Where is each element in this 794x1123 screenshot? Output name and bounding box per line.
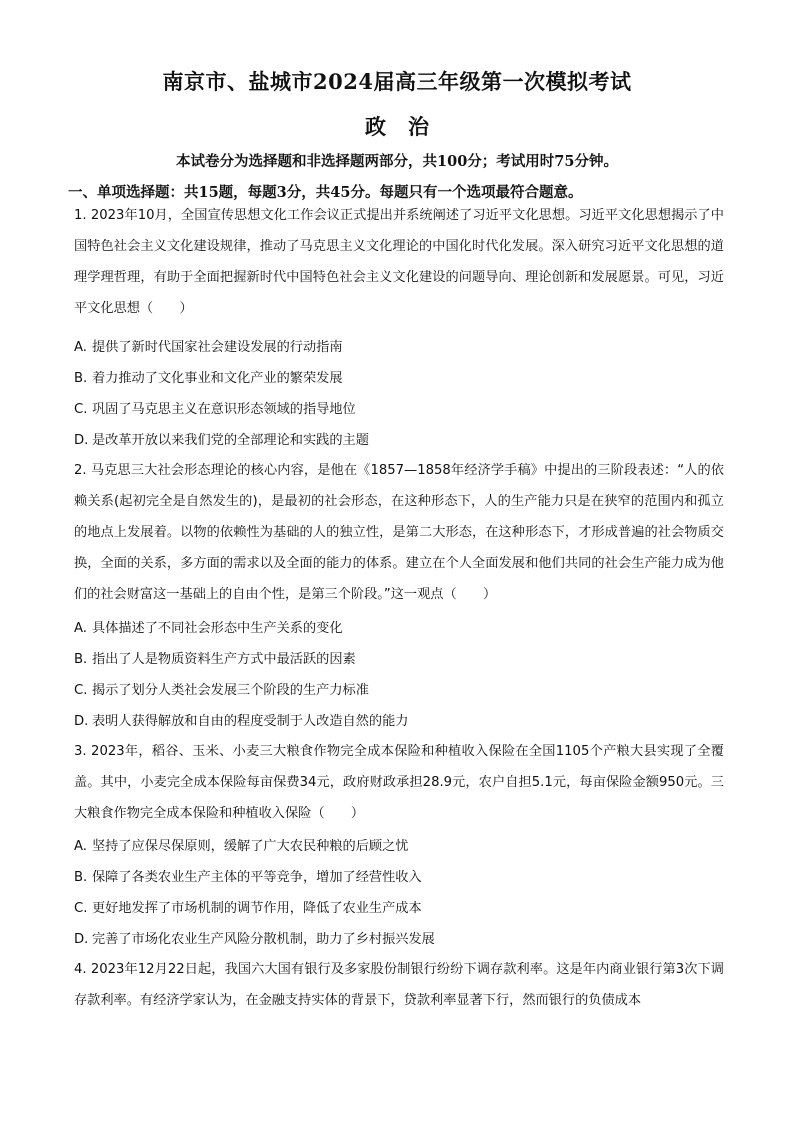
- option-text: 揭示了划分人类社会发展三个阶段的生产力标准: [92, 683, 369, 698]
- question-3-option-a: [74, 837, 724, 857]
- question-3-option-d: [74, 930, 724, 950]
- option-text: 指出了人是物质资料生产方式中最活跃的因素: [92, 652, 356, 667]
- exam-intro: 本试卷分为选择题和非选择题两部分，共100分；考试用时75分钟。: [176, 153, 618, 170]
- option-text: 具体描述了不同社会形态中生产关系的变化: [92, 621, 343, 636]
- option-letter: C.: [74, 683, 88, 698]
- question-2-stem: 2. 马克思三大社会形态理论的核心内容，是他在《1857—1858年经济学手稿》中提出的三阶段表述：“人的依赖关系(起初完全是自然发生的)，是最初的社会形态，在这种形态下，人的生产能力只是在狭窄的范围内和孤立的地点上发展着。以物的依赖性为基础的人的独立性，是第二大形态，在这种形态下，才形成普遍的社会物质交换，全面的关系，多方面的需求以及全面的能力的体系。建立在个人全面发展和他们共同的社会生产能力成为他们的社会财富这一基础上的自由个性，是第三个阶段。”这一观点（ ）: [74, 463, 724, 602]
- option-text: 提供了新时代国家社会建设发展的行动指南: [92, 340, 343, 355]
- option-letter: D.: [74, 932, 89, 947]
- option-letter: A.: [74, 839, 87, 854]
- exam-title: 南京市、盐城市2024届高三年级第一次模拟考试: [162, 69, 632, 94]
- option-text: 保障了各类农业生产主体的平等竞争，增加了经营性收入: [92, 870, 422, 885]
- option-letter: A.: [74, 340, 87, 355]
- question-2-option-b: [74, 650, 724, 670]
- question-2-option-a: [74, 619, 724, 639]
- option-text: 巩固了马克思主义在意识形态领域的指导地位: [92, 402, 356, 417]
- option-letter: B.: [74, 371, 88, 386]
- option-letter: A.: [74, 621, 87, 636]
- question-1-option-d: [74, 431, 724, 451]
- question-2-option-c: [74, 681, 724, 701]
- option-letter: D.: [74, 714, 89, 729]
- question-1-option-c: [74, 400, 724, 420]
- option-text: 完善了市场化农业生产风险分散机制，助力了乡村振兴发展: [92, 932, 435, 947]
- option-text: 坚持了应保尽保原则，缓解了广大农民种粮的后顾之忧: [92, 839, 409, 854]
- option-text: 更好地发挥了市场机制的调节作用，降低了农业生产成本: [92, 901, 422, 916]
- question-3-stem: 3. 2023年，稻谷、玉米、小麦三大粮食作物完全成本保险和种植收入保险在全国1105个产粮大县实现了全覆盖。其中，小麦完全成本保险每亩保费34元，政府财政承担28.9元，农户自担5.1元，每亩保险金额950元。三大粮食作物完全成本保险和种植收入保险（ ）: [74, 744, 724, 821]
- subject-title: 政治: [365, 114, 451, 139]
- option-letter: B.: [74, 652, 88, 667]
- option-letter: B.: [74, 870, 88, 885]
- section-heading: 一、单项选择题：共15题，每题3分，共45分。每题只有一个选项最符合题意。: [68, 184, 583, 201]
- option-letter: C.: [74, 901, 88, 916]
- option-text: 表明人获得解放和自由的程度受制于人改造自然的能力: [92, 714, 409, 729]
- option-text: 着力推动了文化事业和文化产业的繁荣发展: [92, 371, 343, 386]
- question-1-stem: 1. 2023年10月，全国宣传思想文化工作会议正式提出并系统阐述了习近平文化思想。习近平文化思想揭示了中国特色社会主义文化建设规律，推动了马克思主义文化理论的中国化时代化发展。深入研究习近平文化思想的道理学理哲理，有助于全面把握新时代中国特色社会主义文化建设的问题导向、理论创新和发展愿景。可见，习近平文化思想（ ）: [74, 208, 724, 316]
- option-text: 是改革开放以来我们党的全部理论和实践的主题: [92, 433, 369, 448]
- question-1-option-b: [74, 369, 724, 389]
- option-letter: D.: [74, 433, 89, 448]
- question-3-option-c: [74, 899, 724, 919]
- question-2-option-d: [74, 712, 724, 732]
- option-letter: C.: [74, 402, 88, 417]
- question-3-option-b: [74, 868, 724, 888]
- question-4-stem: 4. 2023年12月22日起，我国六大国有银行及多家股份制银行纷纷下调存款利率。这是年内商业银行第3次下调存款利率。有经济学家认为，在金融支持实体的背景下，贷款利率显著下行，然而银行的负债成本: [74, 962, 724, 1008]
- question-1-option-a: [74, 338, 724, 358]
